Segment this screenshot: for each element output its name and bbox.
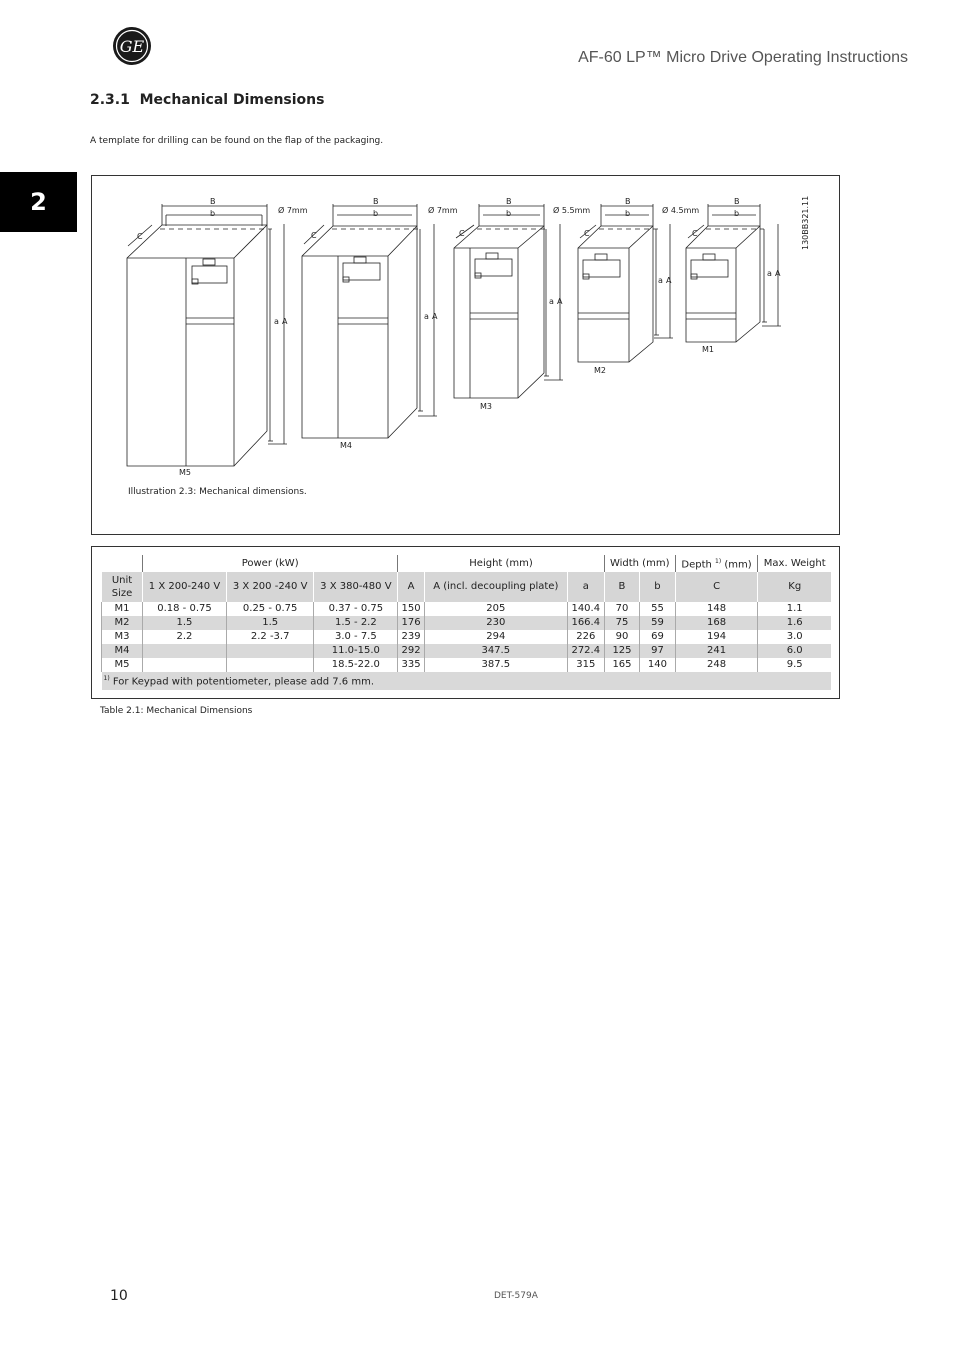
cell: 2.2 -3.7 xyxy=(226,630,313,644)
page-number: 10 xyxy=(110,1288,128,1304)
cell xyxy=(143,658,227,672)
cell: 166.4 xyxy=(567,616,604,630)
table-row xyxy=(102,616,832,630)
unit-m5-drawing xyxy=(127,204,287,466)
table-row xyxy=(102,602,832,616)
cell-unit: M3 xyxy=(102,630,143,644)
section-title: Mechanical Dimensions xyxy=(139,92,325,108)
cell: 69 xyxy=(640,630,675,644)
cell: 97 xyxy=(640,644,675,658)
column-header-B: B xyxy=(604,572,639,602)
cell: 230 xyxy=(424,616,567,630)
cell-unit: M4 xyxy=(102,644,143,658)
cell: 347.5 xyxy=(424,644,567,658)
dim-label-b: b xyxy=(210,209,216,218)
dim-label-C: C xyxy=(692,229,698,238)
table-group-width: Width (mm) xyxy=(604,555,675,572)
dimensions-table-frame xyxy=(91,546,840,699)
cell: 0.18 - 0.75 xyxy=(143,602,227,616)
cell: 176 xyxy=(398,616,424,630)
cell: 226 xyxy=(567,630,604,644)
unit-m3-drawing xyxy=(454,204,563,398)
column-header-3x380: 3 X 380-480 V xyxy=(314,572,398,602)
column-header-1x200: 1 X 200-240 V xyxy=(143,572,227,602)
dim-label-a: a xyxy=(658,276,663,285)
unit-label-m1: M1 xyxy=(702,345,714,354)
hole-label-m4: Ø 7mm xyxy=(428,206,458,215)
column-header-kg: Kg xyxy=(758,572,831,602)
intro-text: A template for drilling can be found on the flap of the packaging. xyxy=(90,136,384,146)
table-group-weight: Max. Weight xyxy=(763,557,826,569)
cell: 140.4 xyxy=(567,602,604,616)
cell: 0.25 - 0.75 xyxy=(226,602,313,616)
table-group-power: Power (kW) xyxy=(143,555,398,572)
cell: 59 xyxy=(640,616,675,630)
cell: 6.0 xyxy=(758,644,831,658)
dim-label-A: A xyxy=(775,269,781,278)
column-header-a: a xyxy=(567,572,604,602)
cell: 9.5 xyxy=(758,658,831,672)
column-header-3x200: 3 X 200 -240 V xyxy=(226,572,313,602)
depth-unit: (mm) xyxy=(724,559,752,571)
column-header-b: b xyxy=(640,572,675,602)
cell: 168 xyxy=(675,616,758,630)
header-title: AF-60 LP™ Micro Drive Operating Instructions xyxy=(578,49,908,66)
cell xyxy=(226,658,313,672)
depth-label: Depth xyxy=(681,559,712,571)
column-header-unit-size: Unit Size xyxy=(102,572,143,602)
column-header-A-incl: A (incl. decoupling plate) xyxy=(424,572,567,602)
dim-label-C: C xyxy=(137,232,143,241)
dim-label-B: B xyxy=(506,197,512,206)
cell: 1.1 xyxy=(758,602,831,616)
dim-label-A: A xyxy=(557,297,563,306)
table-footnote xyxy=(102,672,832,689)
illustration-caption: Illustration 2.3: Mechanical dimensions. xyxy=(128,487,307,497)
dim-label-B: B xyxy=(734,197,740,206)
table-footnote-row xyxy=(102,672,832,689)
cell: 3.0 - 7.5 xyxy=(314,630,398,644)
cell: 55 xyxy=(640,602,675,616)
dim-label-b: b xyxy=(373,209,379,218)
cell: 148 xyxy=(675,602,758,616)
table-caption: Table 2.1: Mechanical Dimensions xyxy=(100,706,253,716)
chapter-tab: 2 xyxy=(0,172,77,232)
table-column-header-row xyxy=(102,572,832,602)
dim-label-b: b xyxy=(734,209,740,218)
dim-label-B: B xyxy=(373,197,379,206)
table-row xyxy=(102,644,832,658)
cell: 194 xyxy=(675,630,758,644)
mechanical-dimensions-drawing xyxy=(92,176,841,536)
table-row xyxy=(102,658,832,672)
cell: 315 xyxy=(567,658,604,672)
cell: 387.5 xyxy=(424,658,567,672)
table-group-depth xyxy=(675,555,758,572)
cell: 165 xyxy=(604,658,639,672)
cell: 2.2 xyxy=(143,630,227,644)
dim-label-C: C xyxy=(459,229,465,238)
cell: 1.6 xyxy=(758,616,831,630)
section-number: 2.3.1 xyxy=(90,92,130,108)
cell xyxy=(226,644,313,658)
hole-label-m3: Ø 5.5mm xyxy=(553,206,591,215)
table-group-height: Height (mm) xyxy=(398,555,604,572)
cell-unit: M5 xyxy=(102,658,143,672)
unit-m4-drawing xyxy=(302,204,437,438)
cell: 3.0 xyxy=(758,630,831,644)
cell: 1.5 - 2.2 xyxy=(314,616,398,630)
cell: 0.37 - 0.75 xyxy=(314,602,398,616)
cell: 335 xyxy=(398,658,424,672)
unit-label-m5: M5 xyxy=(179,468,191,477)
footnote-mark: 1) xyxy=(103,675,110,683)
dim-label-a: a xyxy=(424,312,429,321)
cell: 239 xyxy=(398,630,424,644)
dim-label-B: B xyxy=(210,197,216,206)
table-group-header-row xyxy=(102,555,832,572)
cell: 150 xyxy=(398,602,424,616)
dim-label-B: B xyxy=(625,197,631,206)
column-header-A: A xyxy=(398,572,424,602)
cell xyxy=(143,644,227,658)
cell: 292 xyxy=(398,644,424,658)
column-header-C: C xyxy=(675,572,758,602)
hole-label-m5: Ø 7mm xyxy=(278,206,308,215)
cell-unit: M2 xyxy=(102,616,143,630)
hole-label-m2: Ø 4.5mm xyxy=(662,206,700,215)
illustration-frame xyxy=(91,175,840,535)
dim-label-C: C xyxy=(584,229,590,238)
cell: 248 xyxy=(675,658,758,672)
dim-label-C: C xyxy=(311,231,317,240)
footnote-text: For Keypad with potentiometer, please add 7.6 mm. xyxy=(112,676,375,688)
ge-monogram-icon xyxy=(112,26,152,66)
svg-text:GE: GE xyxy=(119,37,145,56)
unit-label-m2: M2 xyxy=(594,366,606,375)
dim-label-a: a xyxy=(274,317,279,326)
cell: 90 xyxy=(604,630,639,644)
dim-label-A: A xyxy=(666,276,672,285)
dim-label-b: b xyxy=(506,209,512,218)
cell: 140 xyxy=(640,658,675,672)
cell: 75 xyxy=(604,616,639,630)
cell: 11.0-15.0 xyxy=(314,644,398,658)
dim-label-a: a xyxy=(767,269,772,278)
cell: 1.5 xyxy=(143,616,227,630)
dimensions-table xyxy=(101,555,831,690)
cell: 294 xyxy=(424,630,567,644)
unit-label-m3: M3 xyxy=(480,402,492,411)
unit-label-m4: M4 xyxy=(340,441,352,450)
cell: 70 xyxy=(604,602,639,616)
dim-label-a: a xyxy=(549,297,554,306)
table-row xyxy=(102,630,832,644)
dim-label-A: A xyxy=(432,312,438,321)
dim-label-A: A xyxy=(282,317,288,326)
cell: 205 xyxy=(424,602,567,616)
cell: 18.5-22.0 xyxy=(314,658,398,672)
cell: 125 xyxy=(604,644,639,658)
dim-label-b: b xyxy=(625,209,631,218)
document-id: DET-579A xyxy=(494,1291,538,1301)
depth-footnote-mark: 1) xyxy=(715,558,722,565)
table-group-empty xyxy=(102,555,143,572)
cell: 241 xyxy=(675,644,758,658)
cell-unit: M1 xyxy=(102,602,143,616)
cell: 272.4 xyxy=(567,644,604,658)
cell: 1.5 xyxy=(226,616,313,630)
section-heading xyxy=(90,92,324,108)
figure-code: 130BB321.11 xyxy=(801,195,810,250)
